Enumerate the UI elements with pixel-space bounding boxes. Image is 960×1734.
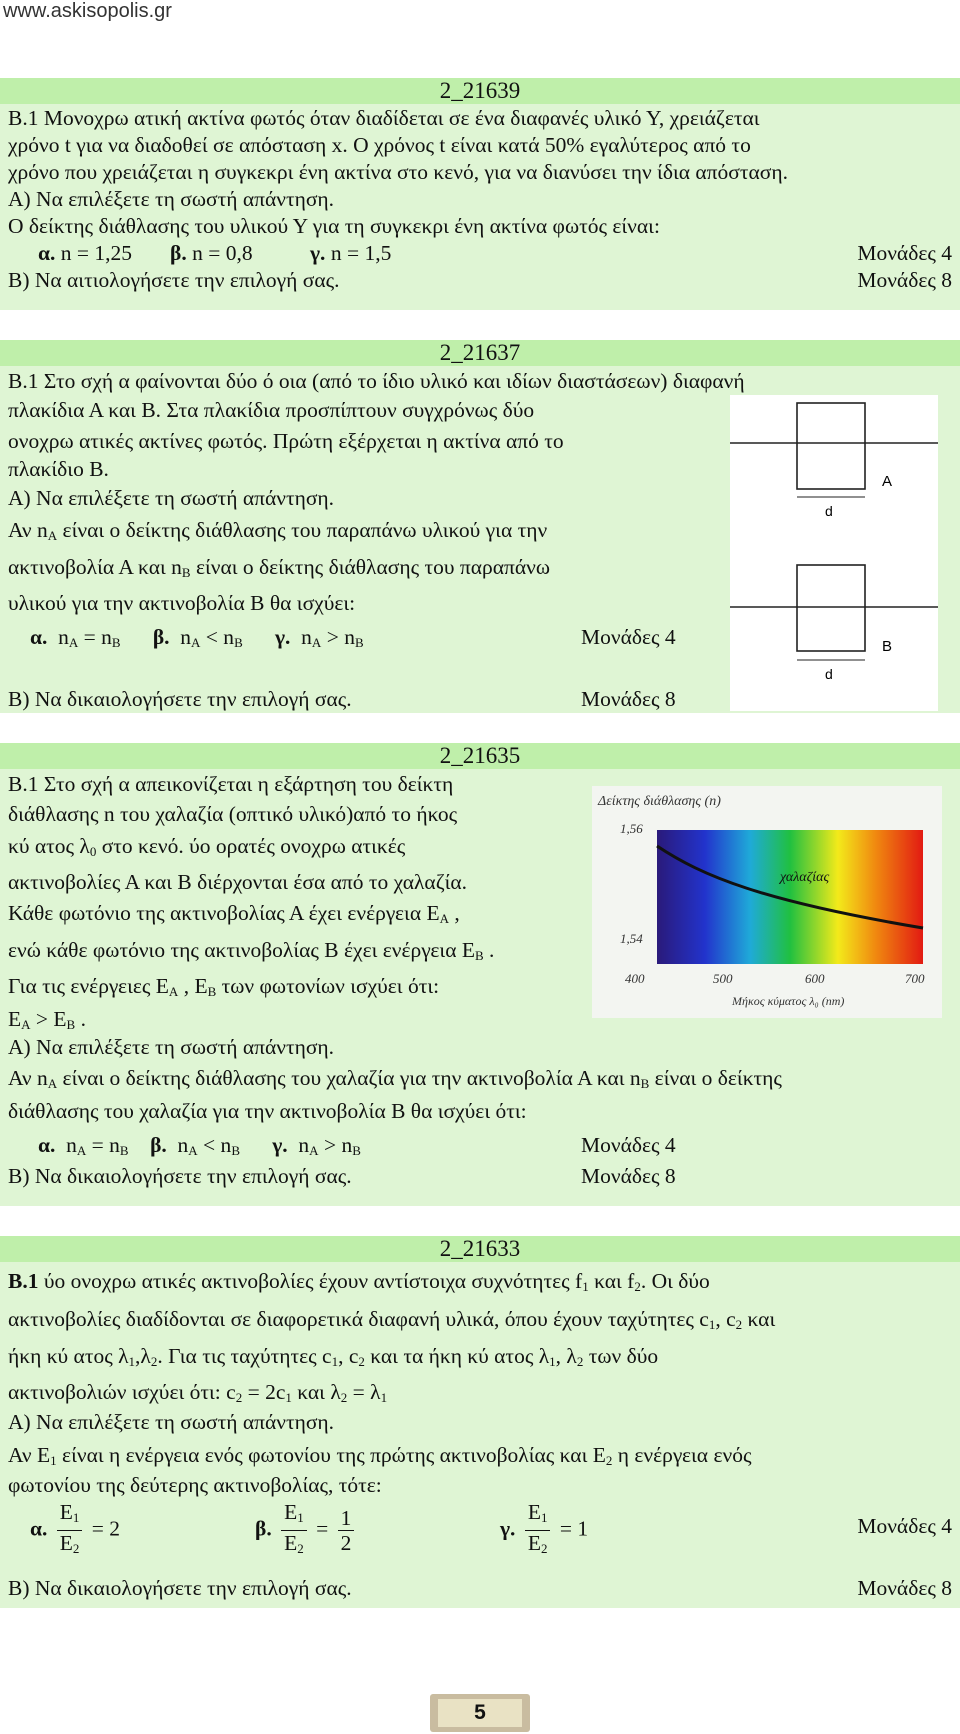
q2-sub-b: B (181, 565, 191, 580)
q1-line-4: Α) Να επιλέξετε τη σωστή απάντηση. (8, 187, 335, 211)
question-2-21637 (0, 340, 960, 713)
slab-b-label: B (882, 638, 893, 655)
q4-l3-d: , c (338, 1344, 359, 1368)
x-tick-600: 600 (805, 971, 825, 986)
marks-b: Μονάδες 8 (857, 1576, 952, 1600)
q3-line-10-b: είναι ο δείκτης διάθλασης του χαλαζία για την ακτινοβολία Α και n (57, 1066, 641, 1090)
part-b: Β) Να δικαιολογήσετε την επιλογή σας. (8, 687, 352, 711)
part-b: Β) Να δικαιολογήσετε την επιλογή σας. (8, 1164, 352, 1188)
q4-l4-d: = λ (347, 1380, 381, 1404)
q1-line-1: Β.1 Μονοχρω ατική ακτίνα φωτός όταν διαδίδεται σε ένα διαφανές υλικό Υ, χρειάζεται (8, 106, 760, 130)
q3-line-2: διάθλασης n του χαλαζία (οπτικό υλικό)από το ήκος (8, 802, 458, 826)
q2-line-1: Β.1 Στο σχή α φαίνονται δύο ό οια (από το ίδιο υλικό και ιδίων διαστάσεων) διαφανή (8, 369, 745, 393)
q4-l4-c: και λ (291, 1380, 341, 1404)
slabs-figure (730, 395, 938, 711)
q3-line-3-b: στο κενό. ύο ορατές ονοχρω ατικές (96, 834, 406, 858)
q4-l3-g: των δύο (583, 1344, 659, 1368)
q4-opt-c (500, 1500, 588, 1561)
opt-c-label: γ. (272, 1133, 288, 1157)
y-tick-bottom: 1,54 (620, 931, 643, 946)
frac-num: E (59, 1500, 73, 1524)
q2-line-8: υλικού για την ακτινοβολία Β θα ισχύει: (8, 591, 356, 615)
page-number: 5 (438, 1699, 522, 1727)
q3-line-11: διάθλασης του χαλαζία για την ακτινοβολία Β θα ισχύει ότι: (8, 1099, 527, 1123)
q3-line-8: $E_A > E_B$ . (8, 1007, 86, 1032)
opt-a-label: α. (30, 625, 48, 649)
fraction-half (338, 1506, 355, 1555)
q3-line-7-b: των φωτονίων ισχύει ότι: (216, 974, 440, 998)
q4-l3-a: ήκη κύ ατος λ (8, 1344, 129, 1368)
opt-c-val: = 1 (559, 1516, 589, 1541)
q2-line-7-a: ακτινοβολία Α και n (8, 555, 182, 579)
q4-l1-b: ύο ονοχρω ατικές ακτινοβολίες έχουν αντίστοιχα συχνότητες f (38, 1269, 583, 1293)
marks-b: Μονάδες 8 (581, 687, 676, 711)
q2-line-2: πλακίδια Α και Β. Στα πλακίδια προσπίπτουν συγχρόνως δύο (8, 398, 535, 422)
q4-l1-c: και f (588, 1269, 635, 1293)
slab-a-label: A (882, 473, 893, 490)
q1-line-2: χρόνο t για να διαδοθεί σε απόσταση x. Ο χρόνος t είναι κατά 50% εγαλύτερος από το (8, 133, 751, 157)
marks-b: Μονάδες 8 (857, 268, 952, 292)
q2-options: α. $n_A = n_B$ β. $n_A < n_B$ γ. $n_A > n_B$ (30, 625, 364, 650)
q1-opt-b-wrap (170, 240, 253, 266)
q3-line-4: ακτινοβολίες Α και Β διέρχονται έσα από το χαλαζία. (8, 870, 468, 894)
q4-l1-d: . Οι δύο (640, 1269, 710, 1293)
spectrum-area (657, 830, 923, 964)
q2-line-6-b: είναι ο δείκτης διάθλασης του παραπάνω υλικού για την (57, 518, 548, 542)
slab-a (797, 403, 865, 489)
q3-line-10: Αν $n_A$ είναι ο δείκτης διάθλασης του χαλαζία για την ακτινοβολία Α και $n_B$ είναι ο δείκτης (8, 1066, 782, 1091)
q4-l6-a: Αν E (8, 1443, 51, 1467)
opt-c-label: γ. (500, 1516, 516, 1541)
q4-line-2: ακτινοβολίες διαδίδονται σε διαφορετικά διαφανή υλικά, όπου έχουν ταχύτητες $c_1$, $c_2$ και (8, 1307, 776, 1332)
opt-a-label: α. (38, 1133, 56, 1157)
q4-l3-c: . Για τις ταχύτητες c (157, 1344, 332, 1368)
marks-a: Μονάδες 4 (581, 1133, 676, 1157)
page-number-box (430, 1694, 530, 1732)
part-b: Β) Να αιτιολογήσετε την επιλογή σας. (8, 268, 340, 292)
q4-line-6: Αν $E_1$ είναι η ενέργεια ενός φωτονίου της πρώτης ακτινοβολίας και $E_2$ η ενέργεια ενός (8, 1443, 752, 1468)
half-num: 1 (338, 1506, 355, 1531)
q3-line-10-c: είναι ο δείκτης (649, 1066, 782, 1090)
opt-b-label: β. (152, 625, 170, 649)
q3-line-1: Β.1 Στο σχή α απεικονίζεται η εξάρτηση του δείκτη (8, 772, 454, 796)
marks-a: Μονάδες 4 (581, 625, 676, 649)
fraction-e1-e2: $\frac{E_1}{E_2}$ (281, 1500, 307, 1561)
q2-line-6-a: Αν n (8, 518, 48, 542)
d-label-1: d (825, 503, 833, 519)
fraction-e1-e2: $\frac{E_1}{E_2}$ (525, 1500, 551, 1561)
x-tick-400: 400 (625, 971, 645, 986)
x-tick-700: 700 (905, 971, 925, 986)
q3-line-9: Α) Να επιλέξετε τη σωστή απάντηση. (8, 1035, 335, 1059)
marks-a: Μονάδες 4 (857, 241, 952, 265)
q1-line-3: χρόνο που χρειάζεται η συγκεκρι ένη ακτίνα στο κενό, για να διανύσει την ίδια απόσταση. (8, 160, 788, 184)
question-code: 2_21633 (0, 1236, 960, 1262)
q4-b1-label: Β.1 (8, 1269, 39, 1293)
q2-line-7-b: είναι ο δείκτης διάθλασης του παραπάνω (190, 555, 550, 579)
q2-line-6 (8, 517, 547, 549)
opt-b-label: β. (255, 1516, 272, 1541)
frac-den: E (284, 1531, 298, 1555)
q3-line-10-a: Αν n (8, 1066, 48, 1090)
graph-title: Δείκτης διάθλασης (n) (598, 794, 721, 809)
q1-line-5: Ο δείκτης διάθλασης του υλικού Υ για τη συγκεκρι ένη ακτίνα φωτός είναι: (8, 214, 660, 238)
q4-l2-a: ακτινοβολίες διαδίδονται σε διαφορετικά διαφανή υλικά, όπου έχουν ταχύτητες c (8, 1307, 709, 1331)
x-tick-500: 500 (713, 971, 733, 986)
q4-line-7: φωτονίου της δεύτερης ακτινοβολίας, τότε: (8, 1473, 382, 1497)
q2-sub-a: A (47, 528, 58, 543)
q4-opt-a (30, 1500, 120, 1561)
q4-l6-b: είναι η ενέργεια ενός φωτονίου της πρώτης ακτινοβολίας και E (56, 1443, 606, 1467)
opt-c: n = 1,5 (330, 241, 392, 265)
q2-line-4: πλακίδιο Β. (8, 457, 109, 481)
opt-a-val: = 2 (91, 1516, 121, 1541)
q3-line-6-a: ενώ κάθε φωτόνιο της ακτινοβολίας Β έχει ενέργεια E (8, 938, 475, 962)
q4-line-1: Β.1 ύο ονοχρω ατικές ακτινοβολίες έχουν αντίστοιχα συχνότητες $f_1$ και $f_2$. Οι δύο (8, 1269, 710, 1294)
q1-options (38, 240, 132, 266)
frac-num: E (527, 1500, 541, 1524)
site-url: www.askisopolis.gr (3, 0, 172, 22)
q3-options: α. $n_A = n_B$ β. $n_A < n_B$ γ. $n_A > n_B$ (38, 1133, 361, 1158)
question-2-21635 (0, 743, 960, 1206)
opt-a: n = 1,25 (60, 241, 133, 265)
q3-line-3: κύ ατος $\lambda_0$ στο κενό. ύο ορατές ονοχρω ατικές (8, 834, 406, 859)
q4-line-5: Α) Να επιλέξετε τη σωστή απάντηση. (8, 1410, 335, 1434)
q3-line-7-a: Για τις ενέργειες E (8, 974, 169, 998)
frac-den: E (59, 1531, 73, 1555)
half-den: 2 (340, 1531, 352, 1555)
q4-l3-f: , λ (555, 1344, 577, 1368)
x-axis-label: Μήκος κύματος λ₀ (nm) (732, 994, 845, 1008)
y-tick-top: 1,56 (620, 821, 643, 836)
dispersion-graph (592, 786, 942, 1018)
opt-b-label: β. (170, 241, 187, 265)
q4-line-3: ήκη κύ ατος $\lambda_1,\lambda_2$. Για τις ταχύτητες $c_1$, $c_2$ και τα ήκη κύ ατος $\lambda_1$, $\lambda_2$ των δύο (8, 1344, 659, 1369)
part-b: Β) Να δικαιολογήσετε την επιλογή σας. (8, 1576, 352, 1600)
opt-b: n = 0,8 (192, 241, 253, 265)
question-code: 2_21635 (0, 743, 960, 769)
frac-num: E (284, 1500, 298, 1524)
opt-a-label: α. (30, 1516, 48, 1541)
opt-c-label: γ. (274, 625, 291, 649)
q4-l4-a: ακτινοβολιών ισχύει ότι: c (8, 1380, 236, 1404)
marks-b: Μονάδες 8 (581, 1164, 676, 1188)
question-2-21639 (0, 78, 960, 310)
q4-l3-e: και τα ήκη κύ ατος λ (364, 1344, 550, 1368)
q2-line-5: Α) Να επιλέξετε τη σωστή απάντηση. (8, 486, 335, 510)
frac-den: E (527, 1531, 541, 1555)
opt-c-label: γ. (310, 241, 326, 265)
q1-opt-c-wrap (310, 240, 391, 266)
q3-line-5: Κάθε φωτόνιο της ακτινοβολίας Α έχει ενέργεια $E_A$ , (8, 901, 460, 926)
question-code: 2_21639 (0, 78, 960, 104)
q4-l4-b: = 2c (242, 1380, 286, 1404)
curve-label: χαλαζίας (780, 870, 830, 885)
opt-a-label: α. (38, 241, 56, 265)
q3-line-3-a: κύ ατος λ (8, 834, 90, 858)
q2-line-3: ονοχρω ατικές ακτίνες φωτός. Πρώτη εξέρχεται η ακτίνα από το (8, 429, 564, 453)
q3-line-7: Για τις ενέργειες $E_A$ , $E_B$ των φωτονίων ισχύει ότι: (8, 974, 440, 999)
question-code: 2_21637 (0, 340, 960, 366)
q4-l3-b: ,λ (135, 1344, 151, 1368)
q3-line-5-a: Κάθε φωτόνιο της ακτινοβολίας Α έχει ενέργεια E (8, 901, 440, 925)
marks-a: Μονάδες 4 (857, 1514, 952, 1538)
q4-opt-b (255, 1500, 358, 1561)
opt-b-val: = (316, 1516, 329, 1541)
q4-line-4: ακτινοβολιών ισχύει ότι: $c_2 = 2c_1$ και $\lambda_2 = \lambda_1$ (8, 1380, 388, 1405)
opt-b-label: β. (150, 1133, 167, 1157)
q4-l6-c: η ενέργεια ενός (612, 1443, 752, 1467)
q3-line-6: ενώ κάθε φωτόνιο της ακτινοβολίας Β έχει ενέργεια $E_B$ . (8, 938, 495, 963)
slab-b (797, 565, 865, 651)
q2-line-7 (8, 554, 550, 586)
q4-l2-b: , c (715, 1307, 736, 1331)
d-label-2: d (825, 666, 833, 682)
q4-l2-c: και (742, 1307, 776, 1331)
fraction-e1-e2: $\frac{E_1}{E_2}$ (57, 1500, 83, 1561)
question-2-21633 (0, 1236, 960, 1608)
